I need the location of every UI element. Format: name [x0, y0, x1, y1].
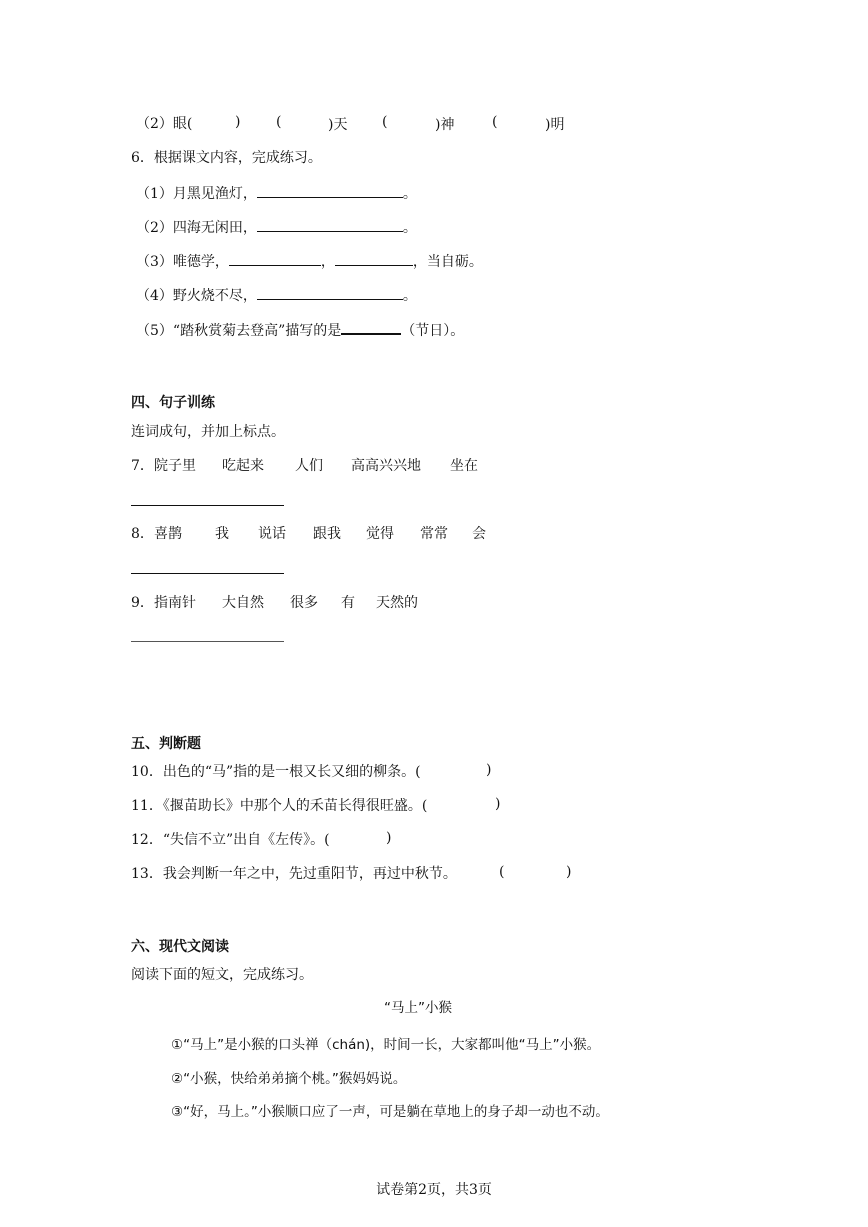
- judge-bracket-close[interactable]: ): [495, 796, 501, 812]
- judge-bracket-close[interactable]: ): [486, 762, 492, 778]
- q7-word: 坐在: [450, 458, 478, 474]
- passage-paragraph-2: ②“小猴，快给弟弟摘个桃。”猴妈妈说。: [171, 1071, 407, 1087]
- q6-item-4-pre: （4）野火烧不尽，: [136, 288, 257, 304]
- q6-title: 6．根据课文内容，完成练习。: [131, 150, 322, 166]
- section-4-heading: 四、句子训练: [131, 395, 215, 411]
- q7-word: 院子里: [154, 458, 196, 474]
- judge-bracket-close[interactable]: ): [566, 864, 572, 880]
- q9-word: 天然的: [376, 595, 418, 611]
- passage-title: “马上”小猴: [384, 1000, 452, 1016]
- q6-item-5-pre: （5）“踏秋赏菊去登高”描写的是: [136, 323, 342, 339]
- q7-number: 7．: [131, 458, 154, 474]
- q8-word: 说话: [258, 526, 286, 542]
- q6-item-3-pre: （3）唯德学，: [136, 254, 229, 270]
- answer-blank[interactable]: [335, 251, 413, 266]
- q5-2-prefix: （2）眼(: [136, 116, 193, 132]
- q5-2-part: ): [235, 114, 241, 130]
- q6-item-1-pre: （1）月黑见渔灯，: [136, 186, 257, 202]
- q6-item-2: [136, 217, 417, 238]
- q7-answer-line[interactable]: [131, 505, 284, 506]
- q9-word: 大自然: [222, 595, 264, 611]
- q9-answer-line[interactable]: [131, 641, 284, 642]
- answer-blank[interactable]: [229, 251, 321, 266]
- section-5-heading: 五、判断题: [131, 736, 201, 752]
- section-6-heading: 六、现代文阅读: [131, 939, 229, 955]
- q7-word: 吃起来: [222, 458, 264, 474]
- q6-item-3: [136, 251, 483, 272]
- q7-word: 人们: [295, 458, 323, 474]
- answer-blank[interactable]: [341, 319, 401, 335]
- judge-item-10: 10．出色的“马”指的是一根又长又细的柳条。(: [131, 764, 421, 780]
- q8-answer-line[interactable]: [131, 573, 284, 574]
- q8-word: 喜鹊: [154, 526, 182, 542]
- answer-blank[interactable]: [257, 183, 403, 198]
- passage-paragraph-1: ①“马上”是小猴的口头禅（chán)，时间一长，大家都叫他“马上”小猴。: [171, 1037, 601, 1053]
- q8-word: 觉得: [366, 526, 394, 542]
- q9-number: 9．: [131, 595, 154, 611]
- q6-item-1: [136, 183, 417, 204]
- q8-word: 常常: [420, 526, 448, 542]
- q6-item-3-mid2: ，当自砺。: [412, 254, 483, 270]
- q5-2-line: [136, 114, 192, 134]
- judge-bracket-open[interactable]: (: [499, 864, 505, 880]
- q9-word: 很多: [290, 595, 318, 611]
- q8-word: 会: [472, 526, 486, 542]
- q6-item-2-post: 。: [402, 220, 417, 236]
- q9-word: 有: [341, 595, 355, 611]
- q6-item-3-mid1: ，: [320, 254, 335, 270]
- q6-item-1-post: 。: [402, 186, 417, 202]
- q8-word: 我: [215, 526, 229, 542]
- q6-item-4-post: 。: [402, 288, 417, 304]
- passage-paragraph-3: ③“好，马上。”小猴顺口应了一声，可是躺在草地上的身子却一动也不动。: [171, 1104, 609, 1120]
- judge-bracket-close[interactable]: ): [386, 830, 392, 846]
- q5-2-part: )神: [435, 117, 455, 133]
- q5-2-part: (: [276, 114, 282, 130]
- answer-blank[interactable]: [257, 285, 403, 300]
- q7-word: 高高兴兴地: [351, 458, 421, 474]
- q5-2-part: )天: [328, 117, 348, 133]
- section-4-instruction: 连词成句，并加上标点。: [131, 424, 285, 440]
- q8-word: 跟我: [313, 526, 341, 542]
- page-footer: 试卷第2页，共3页: [376, 1182, 492, 1198]
- q9-word: 指南针: [154, 595, 196, 611]
- section-6-instruction: 阅读下面的短文，完成练习。: [131, 967, 313, 983]
- q5-2-part: )明: [545, 117, 565, 133]
- answer-blank[interactable]: [257, 217, 403, 232]
- judge-item-11: 11．《揠苗助长》中那个人的禾苗长得很旺盛。(: [131, 798, 428, 814]
- q6-item-2-pre: （2）四海无闲田，: [136, 220, 257, 236]
- judge-item-13: 13．我会判断一年之中，先过重阳节，再过中秋节。: [131, 866, 457, 882]
- q6-item-4: [136, 285, 417, 306]
- q5-2-part: (: [492, 114, 498, 130]
- q6-item-5-post: （节日）。: [401, 323, 465, 339]
- q5-2-part: (: [382, 114, 388, 130]
- judge-item-12: 12．“失信不立”出自《左传》。(: [131, 832, 330, 848]
- q6-item-5: [136, 319, 464, 341]
- q8-number: 8．: [131, 526, 154, 542]
